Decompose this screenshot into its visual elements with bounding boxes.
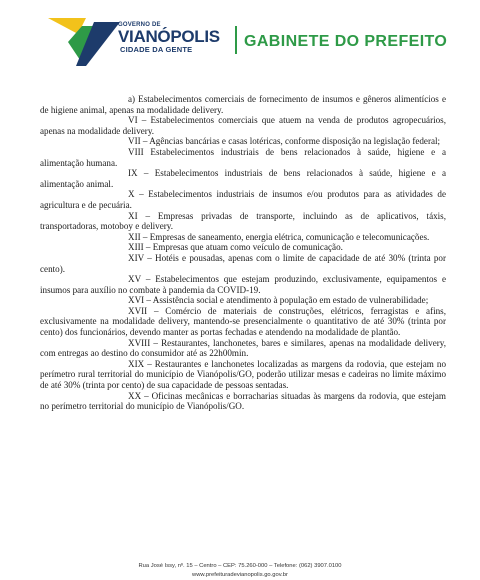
city-slogan: CIDADE DA GENTE [120, 45, 193, 54]
paragraph-xx: XX – Oficinas mecânicas e borracharias situadas às margens da rodovia, que estejam no perímetro territorial do município de Vianópolis/GO. [40, 390, 446, 412]
paragraph-a: a) Estabelecimentos comerciais de fornecimento de insumos e gêneros alimentícios e de higiene animal, apenas na modalidade delivery. [40, 94, 446, 115]
city-name: VIANÓPOLIS [118, 27, 220, 46]
paragraph-ix: IX – Estabelecimentos industriais de bens relacionados à saúde, higiene e a alimentação animal. [40, 168, 446, 189]
paragraph-xv: XV – Estabelecimentos que estejam produzindo, exclusivamente, equipamentos e insumos para auxílio no combate à pandemia da COVID-19. [40, 274, 446, 295]
paragraph-xvi: XVI – Assistência social e atendimento à população em estado de vulnerabilidade; [128, 295, 429, 306]
paragraph-xii: XII – Empresas de saneamento, energia elétrica, comunicação e telecomunicações. [128, 231, 430, 242]
paragraph-viii: VIII Estabelecimentos industriais de bens relacionados à saúde, higiene e a alimentação humana. [40, 146, 446, 168]
paragraph-vii: VII – Agências bancárias e casas lotéricas, conforme disposição na legislação federal; [128, 136, 441, 147]
paragraph-xviii: XVIII – Restaurantes, lanchonetes, bares e similares, apenas na modalidade delivery, com entregas ao destino do consumidor até as 22h00min. [40, 337, 446, 359]
header-divider [235, 26, 237, 54]
footer-website: www.prefeituradevianopolis.go.gov.br [192, 572, 288, 578]
paragraph-x: X – Estabelecimentos industriais de insumos e/ou produtos para as atividades de agricultura e de pecuária. [40, 189, 446, 210]
paragraph-xiv: XIV – Hotéis e pousadas, apenas com o limite de capacidade de até 30% (trinta por cento). [40, 252, 446, 274]
paragraph-xi: XI – Empresas privadas de transporte, incluindo as de aplicativos, táxis, transportadoras, motoboy e delivery. [40, 210, 446, 232]
letterhead [0, 0, 480, 80]
footer-address: Rua José Issy, nº. 15 – Centro – CEP: 75.260-000 – Telefone: (062) 3907.0100 [138, 563, 342, 569]
document-body [40, 94, 446, 412]
paragraph-xiii: XIII – Empresas que atuam como veículo de comunicação. [128, 242, 343, 253]
paragraph-xix: XIX – Restaurantes e lanchonetes localizadas as margens da rodovia, que estejam no perímetro rural territorial do município de Vianópolis/GO, poderão utilizar mesas e cadeiras no limite máximo de até 30% (trinta por cento) de sua capacidade de pessoas sentadas. [40, 358, 446, 391]
government-label: GOVERNO DE [118, 22, 161, 28]
paragraph-vi: VI – Estabelecimentos comerciais que atuem na venda de produtos agropecuários, apenas na modalidade delivery. [40, 115, 446, 136]
vianopolis-logo-icon [46, 12, 122, 68]
page-footer [0, 562, 480, 580]
paragraph-xvii: XVII – Comércio de materiais de construções, elétricos, ferragistas e afins, exclusivamente na modalidade delivery, mantendo-se presencialmente o quantitativo de até 30% (trinta por cento) dos funcionários, devendo manter as portas fechadas e atendendo na modalidade de plantão. [40, 305, 446, 338]
city-brand [118, 22, 230, 54]
office-title: GABINETE DO PREFEITO [244, 33, 448, 50]
